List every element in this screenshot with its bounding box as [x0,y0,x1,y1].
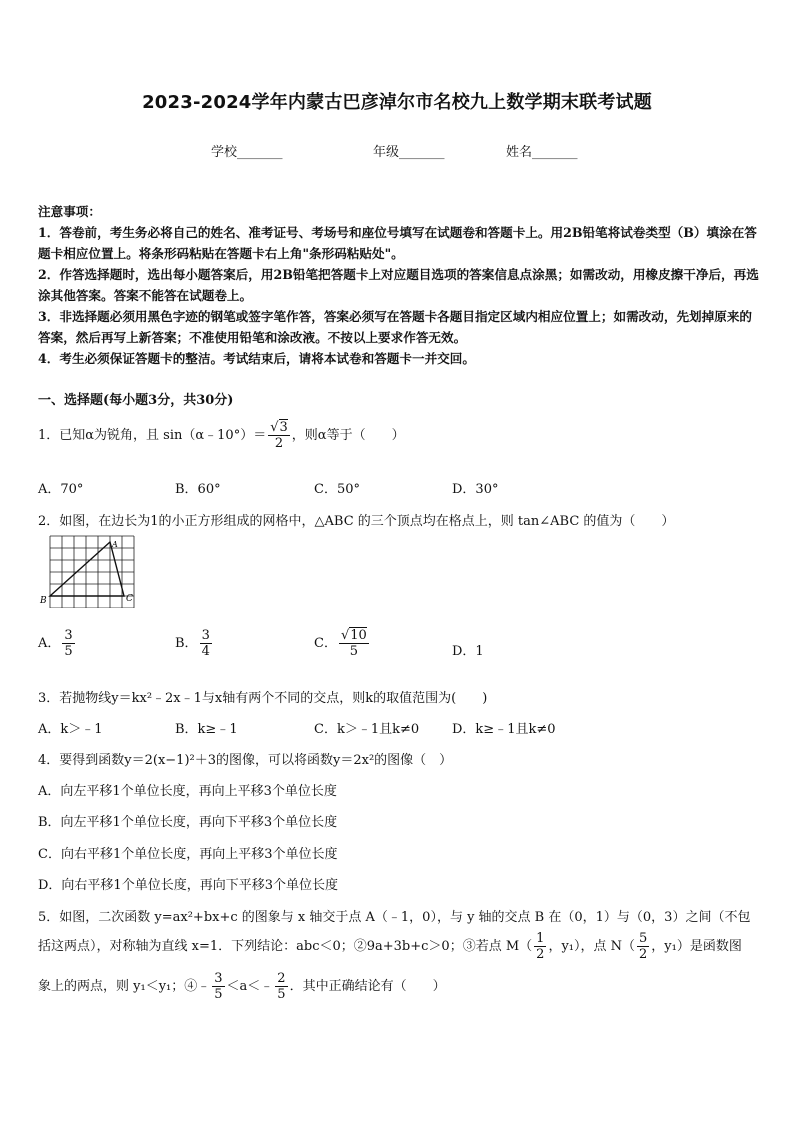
q2-option-d[interactable]: D．1 [452,644,484,659]
notice-item-1: 1．答卷前，考生务必将自己的姓名、准考证号、考场号和座位号填写在试题卷和答题卡上。用2B铅笔将试卷类型（B）填涂在答题卡相应位置上。将条形码粘贴在答题卡右上角"条形码粘贴处"。 [38,225,757,261]
question-5-line-3 [38,971,446,1002]
notice-heading: 注意事项： [38,204,101,219]
question-4: 4．要得到函数y＝2(x−1)²＋3的图像，可以将函数y＝2x²的图像（ ） [38,753,453,768]
page-title: 2023-2024学年内蒙古巴彦淖尔市名校九上数学期末联考试题 [142,92,652,113]
notice-item-3: 3．非选择题必须用黑色字迹的钢笔或签字笔作答，答案必须写在答题卡各题目指定区域内相应位置上；如需改动，先划掉原来的答案，然后再写上新答案；不准使用铅笔和涂改液。不按以上要求作答无效。 [38,309,753,345]
q2-c-den: 5 [349,644,359,659]
q3-option-c[interactable]: C．k＞﹣1且k≠0 [314,722,420,737]
q1-frac-den: 2 [274,436,284,451]
q5-m-den: 2 [536,947,545,962]
label-a: A [112,540,118,549]
question-1 [38,420,405,451]
q5-l2-mid: ，y₁），点 N（ [548,939,636,954]
q5-f1-den: 5 [214,987,223,1002]
label-b: B [40,596,47,606]
q2-b-num: 3 [201,628,210,643]
q2-a-letter: A． [38,636,61,651]
triangle-abc [50,542,124,596]
q2-grid-figure [38,534,138,608]
question-5-line-2 [38,931,742,962]
q1-option-b[interactable]: B．60° [175,482,221,497]
q5-m-num: 1 [536,931,545,946]
label-c: C [126,594,133,604]
q5-n-num: 5 [639,931,648,946]
q5-f2-num: 2 [277,971,286,986]
q5-f2-den: 5 [277,987,286,1002]
q2-option-b[interactable] [175,628,214,659]
section-heading: 一、选择题(每小题3分，共30分) [38,393,234,408]
grid-lines [50,536,134,608]
q5-l3-post: ．其中正确结论有（ ） [289,979,446,994]
q1-fraction: $\frac{√3}{2}$ [270,420,288,451]
q2-a-den: 5 [64,644,73,659]
q2-option-a[interactable] [38,628,77,659]
q2-option-c[interactable]: C． $\frac{√10}{5}$ [314,628,367,659]
notice-item-4: 4．考生必须保证答题卡的整洁。考试结束后，请将本试卷和答题卡一并交回。 [38,351,475,366]
q1-option-c[interactable]: C．50° [314,482,360,497]
q5-n-den: 2 [639,947,648,962]
q2-c-num: 10 [350,628,367,643]
q1-option-a[interactable]: A．70° [38,482,84,497]
notice-item-2: 2．作答选择题时，选出每小题答案后，用2B铅笔把答题卡上对应题目选项的答案信息点涂黑；如需改动，用橡皮擦干净后，再选涂其他答案。答案不能答在试题卷上。 [38,267,759,303]
q5-l2-pre: 括这两点），对称轴为直线 x=1．下列结论：abc＜0；②9a+3b+c＞0；③若点 M（ [38,939,533,954]
grade-field[interactable]: 年级_______ [373,145,445,160]
q1-frac-num: 3 [279,420,288,435]
q1-text-post: ，则α等于（ ） [291,428,405,443]
school-field[interactable]: 学校_______ [211,145,283,160]
q2-b-letter: B． [175,636,198,651]
question-3: 3．若抛物线y＝kx²﹣2x﹣1与x轴有两个不同的交点，则k的取值范围为( ) [38,691,488,706]
q4-option-c[interactable]: C．向右平移1个单位长度，再向上平移3个单位长度 [38,847,338,862]
name-field[interactable]: 姓名_______ [506,145,578,160]
q4-option-d[interactable]: D．向右平移1个单位长度，再向下平移3个单位长度 [38,878,338,893]
q5-l3-mid: ＜a＜﹣ [226,979,274,994]
q2-c-letter: C． [314,636,337,651]
q4-option-b[interactable]: B．向左平移1个单位长度，再向下平移3个单位长度 [38,815,338,830]
q5-l2-post: ，y₁）是函数图 [651,939,742,954]
question-5-line-1: 5．如图，二次函数 y=ax²+bx+c 的图象与 x 轴交于点 A（﹣1，0），与 y 轴的交点 B 在（0，1）与（0，3）之间（不包 [38,910,751,925]
q3-option-a[interactable]: A．k＞﹣1 [38,722,103,737]
q5-l3-pre: 象上的两点，则 y₁＜y₁；④﹣ [38,979,211,994]
q3-option-b[interactable]: B．k≥﹣1 [175,722,238,737]
question-2: 2．如图，在边长为1的小正方形组成的网格中，△ABC 的三个顶点均在格点上，则 tan∠ABC 的值为（ ） [38,514,675,529]
q1-text-pre: 1．已知α为锐角，且 sin（α﹣10°）＝ [38,428,267,443]
q2-a-num: 3 [64,628,73,643]
q3-option-d[interactable]: D．k≥﹣1且k≠0 [452,722,556,737]
q4-option-a[interactable]: A．向左平移1个单位长度，再向上平移3个单位长度 [38,784,337,799]
q1-option-d[interactable]: D．30° [452,482,499,497]
q5-f1-num: 3 [214,971,223,986]
q2-b-den: 4 [201,644,210,659]
